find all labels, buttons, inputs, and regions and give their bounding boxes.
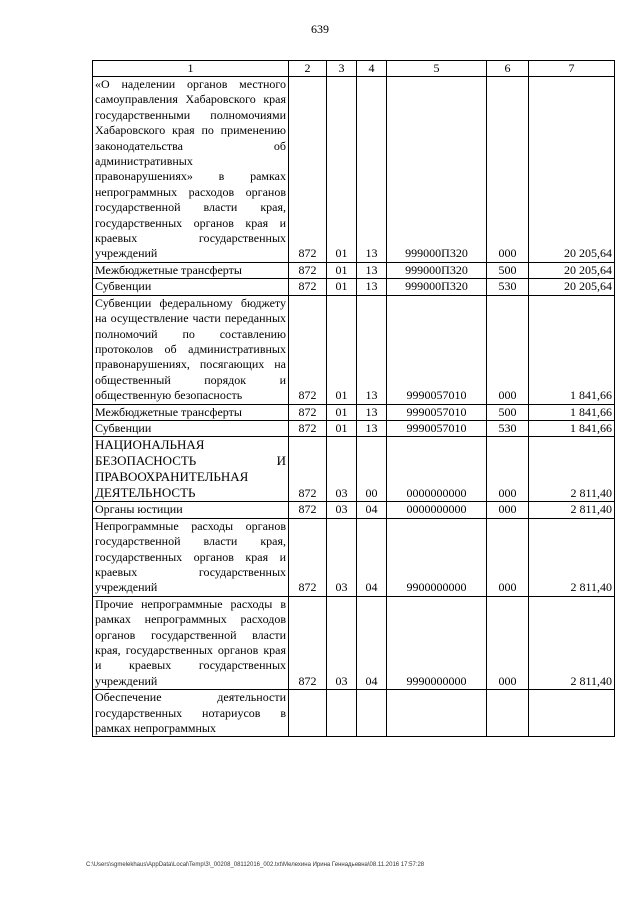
row-pr-cell: 13 bbox=[357, 404, 387, 420]
row-pr-cell: 04 bbox=[357, 596, 387, 689]
header-col-2: 2 bbox=[289, 61, 327, 77]
row-sum-cell: 2 811,40 bbox=[529, 502, 615, 518]
table-row bbox=[93, 77, 615, 263]
row-sum-cell: 20 205,64 bbox=[529, 77, 615, 263]
row-ved-cell: 872 bbox=[289, 437, 327, 502]
row-ved-cell: 872 bbox=[289, 596, 327, 689]
page-number: 639 bbox=[311, 22, 329, 36]
row-pr-cell: 13 bbox=[357, 279, 387, 295]
row-csr-cell: 9990057010 bbox=[387, 295, 487, 404]
row-vr-cell: 000 bbox=[487, 502, 529, 518]
row-rz-cell bbox=[327, 690, 357, 737]
table-row bbox=[93, 420, 615, 436]
header-col-4: 4 bbox=[357, 61, 387, 77]
row-rz-cell: 01 bbox=[327, 404, 357, 420]
row-vr-cell: 000 bbox=[487, 596, 529, 689]
row-csr-cell: 999000П320 bbox=[387, 77, 487, 263]
row-pr-cell: 13 bbox=[357, 295, 387, 404]
table-row bbox=[93, 518, 615, 596]
row-pr-cell: 13 bbox=[357, 262, 387, 278]
row-vr-cell: 530 bbox=[487, 420, 529, 436]
row-name-cell: Субвенции bbox=[93, 420, 289, 436]
row-sum-cell: 1 841,66 bbox=[529, 295, 615, 404]
row-ved-cell: 872 bbox=[289, 502, 327, 518]
row-vr-cell: 000 bbox=[487, 518, 529, 596]
row-csr-cell: 999000П320 bbox=[387, 279, 487, 295]
row-rz-cell: 03 bbox=[327, 502, 357, 518]
row-csr-cell: 9900000000 bbox=[387, 518, 487, 596]
row-pr-cell: 13 bbox=[357, 420, 387, 436]
row-name-cell: Межбюджетные трансферты bbox=[93, 404, 289, 420]
header-col-5: 5 bbox=[387, 61, 487, 77]
table-row bbox=[93, 437, 615, 502]
row-name-cell: Непрограммные расходы органов государственной власти края, государственных органов края и краевых государственных учреждений bbox=[93, 518, 289, 596]
row-rz-cell: 03 bbox=[327, 437, 357, 502]
row-csr-cell: 0000000000 bbox=[387, 437, 487, 502]
row-rz-cell: 03 bbox=[327, 596, 357, 689]
table-header-row bbox=[93, 61, 615, 77]
row-rz-cell: 01 bbox=[327, 420, 357, 436]
table-row bbox=[93, 262, 615, 278]
row-name-cell: Субвенции bbox=[93, 279, 289, 295]
row-vr-cell: 500 bbox=[487, 262, 529, 278]
row-sum-cell: 1 841,66 bbox=[529, 404, 615, 420]
table-row bbox=[93, 690, 615, 737]
budget-table bbox=[92, 60, 615, 737]
row-rz-cell: 01 bbox=[327, 279, 357, 295]
row-pr-cell: 04 bbox=[357, 502, 387, 518]
row-sum-cell: 2 811,40 bbox=[529, 518, 615, 596]
row-ved-cell: 872 bbox=[289, 279, 327, 295]
row-vr-cell: 000 bbox=[487, 295, 529, 404]
row-name-cell: Обеспечение деятельности государственных нотариусов в рамках непрограммных bbox=[93, 690, 289, 737]
row-name-cell: Межбюджетные трансферты bbox=[93, 262, 289, 278]
row-pr-cell bbox=[357, 690, 387, 737]
header-col-1: 1 bbox=[93, 61, 289, 77]
row-name-cell: Органы юстиции bbox=[93, 502, 289, 518]
row-vr-cell bbox=[487, 690, 529, 737]
row-csr-cell: 9990000000 bbox=[387, 596, 487, 689]
row-ved-cell: 872 bbox=[289, 295, 327, 404]
row-rz-cell: 01 bbox=[327, 262, 357, 278]
table-row bbox=[93, 295, 615, 404]
row-sum-cell: 2 811,40 bbox=[529, 596, 615, 689]
row-csr-cell: 0000000000 bbox=[387, 502, 487, 518]
table-row bbox=[93, 279, 615, 295]
row-ved-cell: 872 bbox=[289, 262, 327, 278]
row-csr-cell: 9990057010 bbox=[387, 404, 487, 420]
row-rz-cell: 03 bbox=[327, 518, 357, 596]
row-ved-cell bbox=[289, 690, 327, 737]
row-ved-cell: 872 bbox=[289, 77, 327, 263]
row-csr-cell: 9990057010 bbox=[387, 420, 487, 436]
row-sum-cell: 20 205,64 bbox=[529, 279, 615, 295]
row-sum-cell: 1 841,66 bbox=[529, 420, 615, 436]
row-vr-cell: 500 bbox=[487, 404, 529, 420]
row-rz-cell: 01 bbox=[327, 295, 357, 404]
row-sum-cell: 20 205,64 bbox=[529, 262, 615, 278]
row-sum-cell bbox=[529, 690, 615, 737]
row-ved-cell: 872 bbox=[289, 420, 327, 436]
header-col-3: 3 bbox=[327, 61, 357, 77]
row-sum-cell: 2 811,40 bbox=[529, 437, 615, 502]
table-row bbox=[93, 596, 615, 689]
row-name-cell: Субвенции федеральному бюджету на осуществление части переданных полномочий по составлению протоколов об административных правонарушениях, посягающих на общественный порядок и общественную безопасность bbox=[93, 295, 289, 404]
row-pr-cell: 00 bbox=[357, 437, 387, 502]
row-csr-cell bbox=[387, 690, 487, 737]
row-name-cell: Прочие непрограммные расходы в рамках непрограммных расходов органов государственной власти края, государственных органов края и краевых государственных учреждений bbox=[93, 596, 289, 689]
row-rz-cell: 01 bbox=[327, 77, 357, 263]
table-row bbox=[93, 502, 615, 518]
table-row bbox=[93, 404, 615, 420]
row-vr-cell: 530 bbox=[487, 279, 529, 295]
row-csr-cell: 999000П320 bbox=[387, 262, 487, 278]
row-pr-cell: 04 bbox=[357, 518, 387, 596]
row-ved-cell: 872 bbox=[289, 404, 327, 420]
row-name-cell: НАЦИОНАЛЬНАЯ БЕЗОПАСНОСТЬ И ПРАВООХРАНИТЕЛЬНАЯ ДЕЯТЕЛЬНОСТЬ bbox=[93, 437, 289, 502]
row-pr-cell: 13 bbox=[357, 77, 387, 263]
header-col-7: 7 bbox=[529, 61, 615, 77]
row-vr-cell: 000 bbox=[487, 77, 529, 263]
row-name-cell: «О наделении органов местного самоуправления Хабаровского края государственными полномочиями Хабаровского края по применению законодательства об административных правонарушениях» в рамках непрограммных расходов органов государственной власти края, государственных органов края и краевых государственных учреждений bbox=[93, 77, 289, 263]
row-vr-cell: 000 bbox=[487, 437, 529, 502]
file-path-footer: C:\Users\sgmelekhaus\AppData\Local\Temp\3\_00208_08112016_002.txt\Мелехина Ирина Геннадьевна\08.11.2016 17:57:28 bbox=[86, 862, 425, 868]
header-col-6: 6 bbox=[487, 61, 529, 77]
row-ved-cell: 872 bbox=[289, 518, 327, 596]
